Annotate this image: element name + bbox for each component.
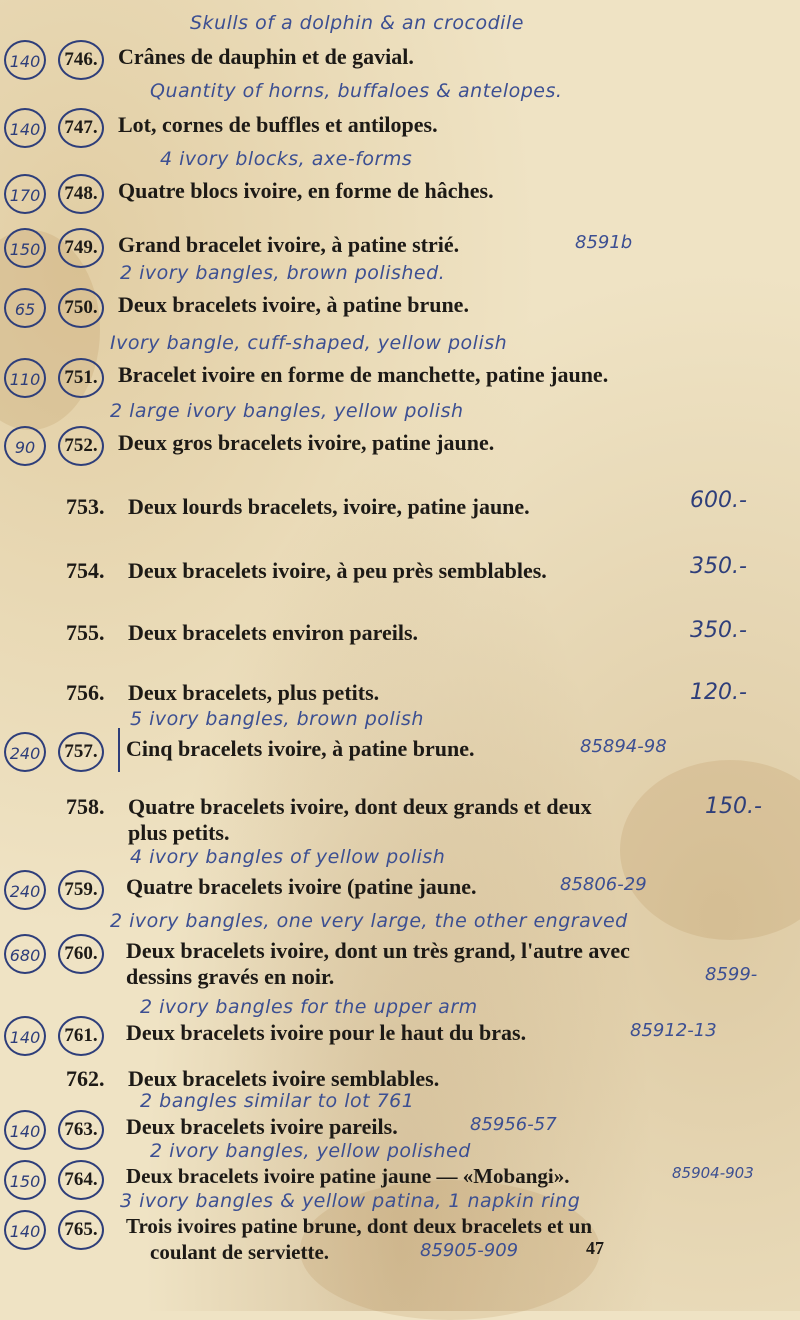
sale-price: 350.- [690, 554, 747, 579]
left-margin-note: 150 [4, 228, 46, 268]
reference-number: 85956-57 [470, 1114, 557, 1135]
lot-description: Quatre bracelets ivoire (patine jaune. [126, 874, 477, 899]
paper-stain [620, 760, 800, 940]
left-margin-note: 240 [4, 870, 46, 910]
lot-number: 755. [66, 620, 105, 645]
handwritten-annotation: 2 ivory bangles, yellow polished [150, 1140, 471, 1162]
handwritten-annotation: 2 ivory bangles, brown polished. [120, 262, 446, 284]
lot-number: 754. [66, 558, 105, 583]
left-margin-note: 240 [4, 732, 46, 772]
left-margin-note: 140 [4, 1016, 46, 1056]
left-margin-note: 680 [4, 934, 46, 974]
left-margin-note: 150 [4, 1160, 46, 1200]
left-margin-note: 140 [4, 1210, 46, 1250]
page-number: 47 [586, 1238, 604, 1258]
lot-description: Deux bracelets ivoire pareils. [126, 1114, 398, 1139]
lot-number: 763. [58, 1110, 104, 1150]
left-margin-note: 170 [4, 174, 46, 214]
lot-description: Lot, cornes de buffles et antilopes. [118, 112, 438, 137]
reference-number: 85806-29 [560, 874, 647, 895]
lot-description: Deux bracelets ivoire, à peu près semblables. [128, 558, 547, 583]
sale-price: 150.- [705, 794, 762, 819]
lot-description: Grand bracelet ivoire, à patine strié. [118, 232, 460, 257]
lot-description: Quatre bracelets ivoire, dont deux grands et deux [128, 794, 592, 819]
lot-number: 761. [58, 1016, 104, 1056]
left-margin-note: 65 [4, 288, 46, 328]
handwritten-annotation: 4 ivory bangles of yellow polish [130, 846, 446, 868]
lot-description: Deux bracelets ivoire, dont un très grand, l'autre avec [126, 938, 630, 963]
lot-number: 756. [66, 680, 105, 705]
lot-number: 752. [58, 426, 104, 466]
reference-number: 85894-98 [580, 736, 667, 757]
lot-description: Deux bracelets, plus petits. [128, 680, 380, 705]
lot-number: 764. [58, 1160, 104, 1200]
handwritten-annotation: 2 ivory bangles, one very large, the other engraved [110, 910, 628, 932]
reference-number: 85905-909 [420, 1240, 519, 1261]
reference-number: 85904-903 [672, 1164, 754, 1182]
lot-description: Deux gros bracelets ivoire, patine jaune. [118, 430, 495, 455]
lot-description: Bracelet ivoire en forme de manchette, patine jaune. [118, 362, 609, 387]
left-margin-note: 140 [4, 40, 46, 80]
lot-description-line-2: coulant de serviette. [150, 1240, 330, 1264]
lot-number: 746. [58, 40, 104, 80]
handwritten-annotation: 5 ivory bangles, brown polish [130, 708, 424, 730]
handwritten-annotation: Skulls of a dolphin & an crocodile [190, 12, 524, 34]
lot-number: 751. [58, 358, 104, 398]
lot-description: Trois ivoires patine brune, dont deux bracelets et un [126, 1214, 593, 1238]
lot-number: 748. [58, 174, 104, 214]
lot-description: Cinq bracelets ivoire, à patine brune. [126, 736, 475, 761]
lot-description: Deux bracelets ivoire, à patine brune. [118, 292, 469, 317]
reference-number: 8591b [575, 232, 633, 253]
lot-description: Deux bracelets ivoire patine jaune — «Mobangi». [126, 1164, 570, 1188]
lot-description: Deux bracelets ivoire semblables. [128, 1066, 440, 1091]
left-margin-note: 140 [4, 1110, 46, 1150]
lot-number: 758. [66, 794, 105, 819]
left-margin-note: 140 [4, 108, 46, 148]
sale-price: 600.- [690, 488, 747, 513]
lot-description-line-2: dessins gravés en noir. [126, 964, 335, 989]
handwritten-annotation: Quantity of horns, buffaloes & antelopes. [150, 80, 563, 102]
lot-number: 762. [66, 1066, 105, 1091]
sale-price: 120.- [690, 680, 747, 705]
reference-number: 8599- [705, 964, 758, 985]
lot-description-line-2: plus petits. [128, 820, 230, 845]
lot-description: Quatre blocs ivoire, en forme de hâches. [118, 178, 494, 203]
lot-description: Deux bracelets ivoire pour le haut du bras. [126, 1020, 527, 1045]
handwritten-annotation: 2 bangles similar to lot 761 [140, 1090, 415, 1112]
lot-number: 765. [58, 1210, 104, 1250]
handwritten-annotation: 4 ivory blocks, axe-forms [160, 148, 413, 170]
lot-number: 750. [58, 288, 104, 328]
lot-number: 757. [58, 732, 104, 772]
lot-number: 753. [66, 494, 105, 519]
left-margin-note: 90 [4, 426, 46, 466]
left-margin-note: 110 [4, 358, 46, 398]
lot-number: 759. [58, 870, 104, 910]
sale-price: 350.- [690, 618, 747, 643]
handwritten-annotation: 2 large ivory bangles, yellow polish [110, 400, 464, 422]
lot-description: Crânes de dauphin et de gavial. [118, 44, 414, 69]
handwritten-annotation: Ivory bangle, cuff-shaped, yellow polish [110, 332, 508, 354]
bracket-mark [118, 728, 124, 772]
lot-number: 747. [58, 108, 104, 148]
reference-number: 85912-13 [630, 1020, 717, 1041]
lot-number: 760. [58, 934, 104, 974]
lot-description: Deux lourds bracelets, ivoire, patine jaune. [128, 494, 530, 519]
lot-description: Deux bracelets environ pareils. [128, 620, 419, 645]
lot-number: 749. [58, 228, 104, 268]
handwritten-annotation: 2 ivory bangles for the upper arm [140, 996, 478, 1018]
handwritten-annotation: 3 ivory bangles & yellow patina, 1 napkin ring [120, 1190, 581, 1212]
